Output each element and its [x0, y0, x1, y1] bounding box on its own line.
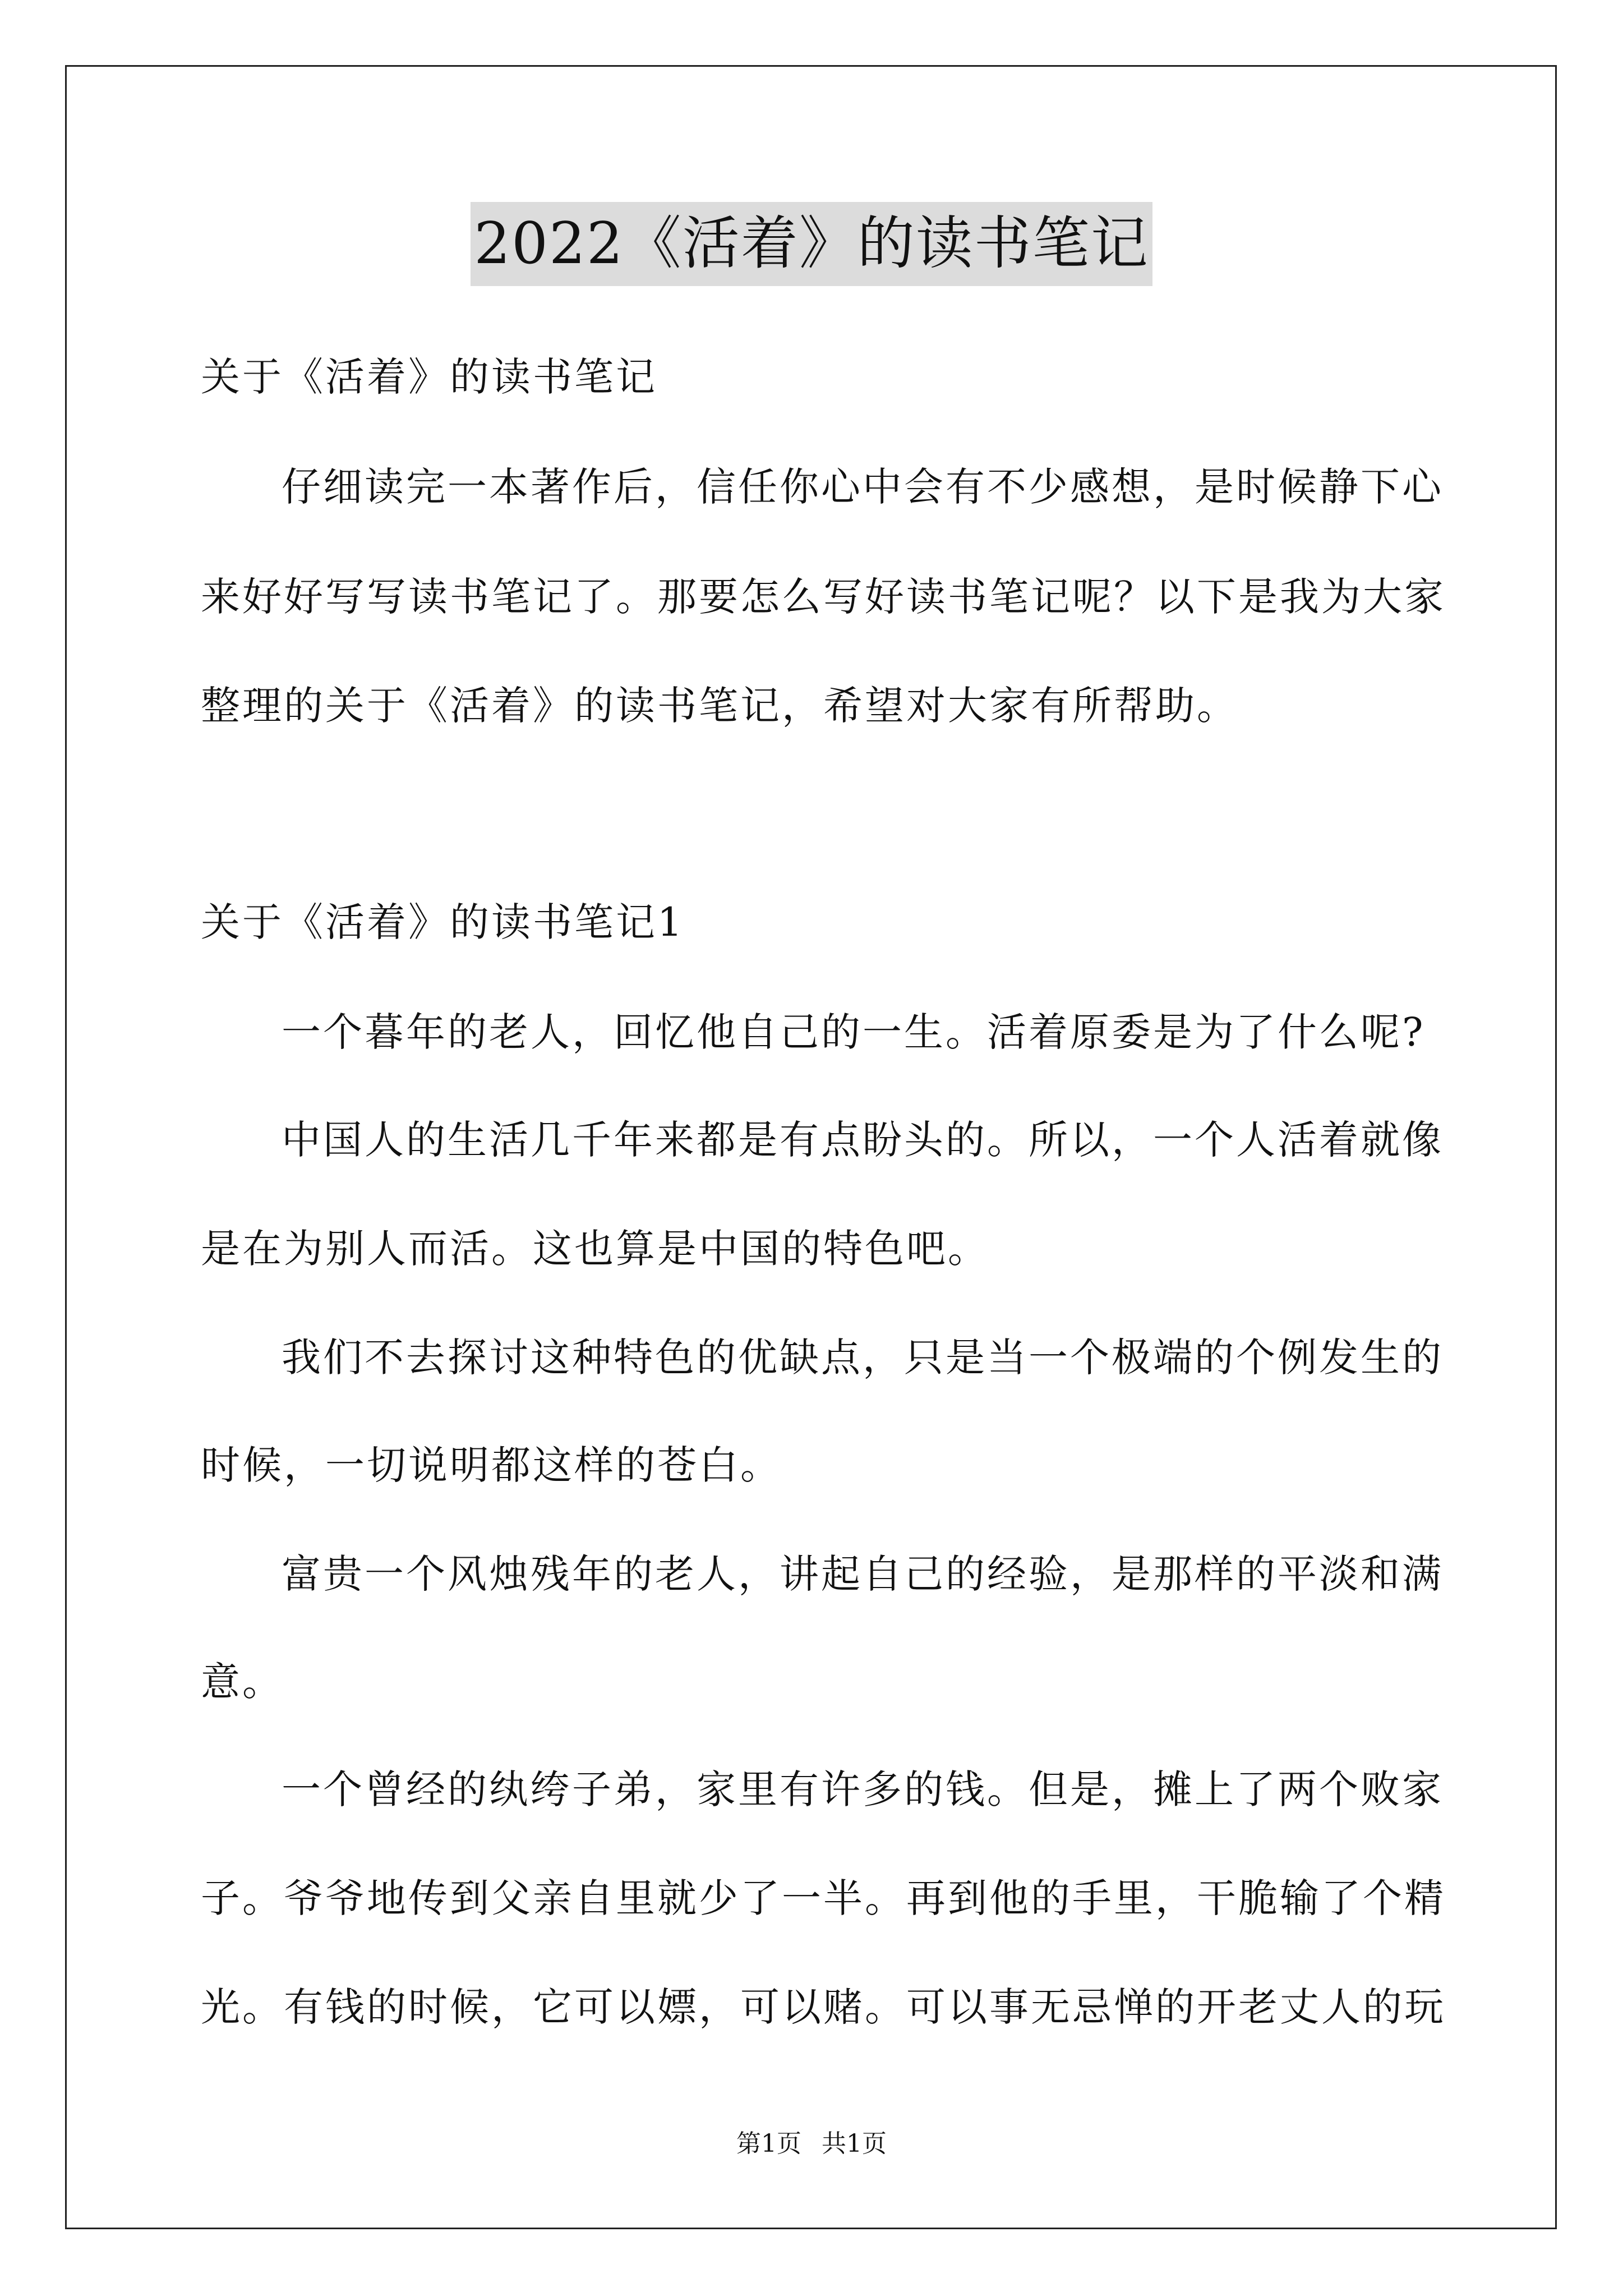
- section-heading: 关于《活着》的读书笔记1: [201, 899, 685, 945]
- title-container: [0, 202, 1623, 286]
- paragraph-line: 子。爷爷地传到父亲自里就少了一半。再到他的手里，干脆输了个精: [201, 1875, 1446, 1921]
- paragraph-line: 整理的关于《活着》的读书笔记，希望对大家有所帮助。: [201, 683, 1238, 729]
- page-total: 共1页: [822, 2129, 887, 2158]
- paragraph-line: 仔细读完一本著作后，信任你心中会有不少感想，是时候静下心: [282, 464, 1444, 510]
- paragraph-line: 富贵一个风烛残年的老人，讲起自己的经验，是那样的平淡和满: [282, 1551, 1444, 1597]
- paragraph-line: 中国人的生活几千年来都是有点盼头的。所以，一个人活着就像: [282, 1117, 1444, 1163]
- page-footer: [0, 2127, 1623, 2161]
- paragraph-line: 我们不去探讨这种特色的优缺点，只是当一个极端的个例发生的: [282, 1335, 1444, 1381]
- page-number: 第1页: [736, 2129, 801, 2158]
- subtitle-line: 关于《活着》的读书笔记: [201, 354, 657, 400]
- paragraph-line: 时候，一切说明都这样的苍白。: [201, 1442, 782, 1488]
- paragraph-line: 是在为别人而活。这也算是中国的特色吧。: [201, 1226, 989, 1272]
- paragraph-line: 来好好写写读书笔记了。那要怎么写好读书笔记呢？以下是我为大家: [201, 574, 1446, 620]
- paragraph-line: 意。: [201, 1659, 284, 1705]
- document-title: 2022《活着》的读书笔记: [471, 202, 1152, 286]
- paragraph-line: 光。有钱的时候，它可以嫖，可以赌。可以事无忌惮的开老丈人的玩: [201, 1984, 1446, 2030]
- paragraph-line: 一个暮年的老人，回忆他自己的一生。活着原委是为了什么呢?: [282, 1009, 1426, 1055]
- paragraph-line: 一个曾经的纨绔子弟，家里有许多的钱。但是，摊上了两个败家: [282, 1766, 1444, 1812]
